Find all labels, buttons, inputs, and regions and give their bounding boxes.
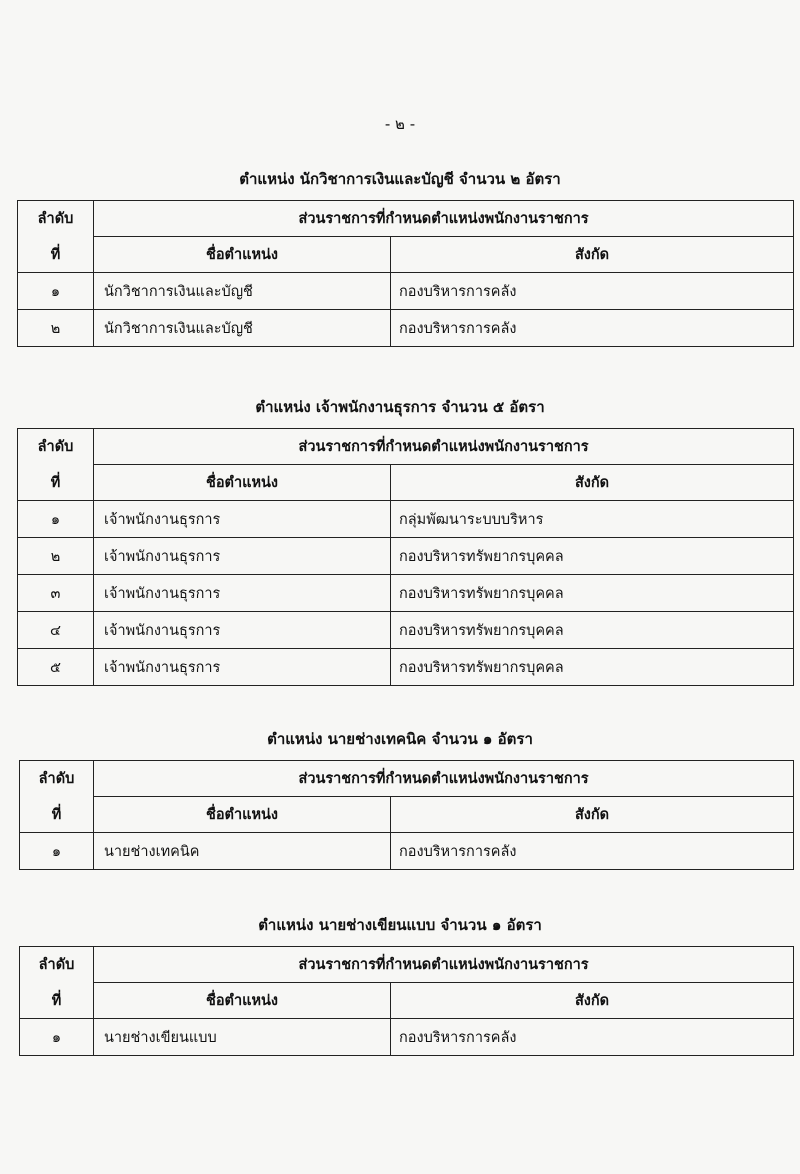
position-table bbox=[19, 946, 794, 1056]
table-row bbox=[18, 538, 794, 575]
row-position: เจ้าพนักงานธุรการ bbox=[94, 538, 391, 575]
position-table bbox=[19, 760, 794, 870]
table-row bbox=[18, 649, 794, 686]
section-title: ตำแหน่ง นายช่างเขียนแบบ จำนวน ๑ อัตรา bbox=[258, 916, 542, 934]
row-number: ๕ bbox=[18, 649, 94, 686]
col-dept-header: สังกัด bbox=[391, 237, 794, 273]
section-financial-analyst bbox=[0, 168, 800, 347]
col-dept-header: สังกัด bbox=[391, 797, 794, 833]
row-number: ๔ bbox=[18, 612, 94, 649]
section-draftsman bbox=[0, 914, 800, 1056]
row-number: ๓ bbox=[18, 575, 94, 612]
row-dept: กองบริหารการคลัง bbox=[391, 310, 794, 347]
row-position: นายช่างเทคนิค bbox=[94, 833, 391, 870]
table-row bbox=[18, 273, 794, 310]
row-dept: กลุ่มพัฒนาระบบบริหาร bbox=[391, 501, 794, 538]
col-position-header: ชื่อตำแหน่ง bbox=[94, 465, 391, 501]
group-header: ส่วนราชการที่กำหนดตำแหน่งพนักงานราชการ bbox=[94, 201, 794, 237]
row-number: ๑ bbox=[18, 273, 94, 310]
section-title: ตำแหน่ง นักวิชาการเงินและบัญชี จำนวน ๒ อัตรา bbox=[239, 170, 561, 188]
row-number: ๒ bbox=[18, 538, 94, 575]
table-row bbox=[20, 1019, 794, 1056]
row-dept: กองบริหารทรัพยากรบุคคล bbox=[391, 649, 794, 686]
col-no-header-bottom: ที่ bbox=[18, 237, 94, 273]
col-position-header: ชื่อตำแหน่ง bbox=[94, 237, 391, 273]
row-dept: กองบริหารการคลัง bbox=[391, 833, 794, 870]
row-position: เจ้าพนักงานธุรการ bbox=[94, 575, 391, 612]
table-row bbox=[18, 501, 794, 538]
row-number: ๑ bbox=[20, 1019, 94, 1056]
row-number: ๑ bbox=[18, 501, 94, 538]
position-table bbox=[17, 200, 794, 347]
group-header: ส่วนราชการที่กำหนดตำแหน่งพนักงานราชการ bbox=[94, 761, 794, 797]
section-title: ตำแหน่ง นายช่างเทคนิค จำนวน ๑ อัตรา bbox=[267, 730, 533, 748]
page-number: - ๒ - bbox=[384, 115, 416, 133]
section-technician bbox=[0, 728, 800, 870]
row-dept: กองบริหารทรัพยากรบุคคล bbox=[391, 612, 794, 649]
table-row bbox=[18, 310, 794, 347]
row-position: เจ้าพนักงานธุรการ bbox=[94, 649, 391, 686]
row-position: เจ้าพนักงานธุรการ bbox=[94, 612, 391, 649]
row-dept: กองบริหารทรัพยากรบุคคล bbox=[391, 538, 794, 575]
row-number: ๒ bbox=[18, 310, 94, 347]
group-header: ส่วนราชการที่กำหนดตำแหน่งพนักงานราชการ bbox=[94, 947, 794, 983]
col-no-header-top: ลำดับ bbox=[18, 429, 94, 465]
row-dept: กองบริหารทรัพยากรบุคคล bbox=[391, 575, 794, 612]
col-position-header: ชื่อตำแหน่ง bbox=[94, 797, 391, 833]
col-no-header-top: ลำดับ bbox=[20, 947, 94, 983]
col-no-header-top: ลำดับ bbox=[20, 761, 94, 797]
col-no-header-bottom: ที่ bbox=[20, 797, 94, 833]
table-row bbox=[18, 575, 794, 612]
row-dept: กองบริหารการคลัง bbox=[391, 273, 794, 310]
table-row bbox=[20, 833, 794, 870]
col-dept-header: สังกัด bbox=[391, 983, 794, 1019]
table-row bbox=[18, 612, 794, 649]
position-table bbox=[17, 428, 794, 686]
row-position: นักวิชาการเงินและบัญชี bbox=[94, 310, 391, 347]
row-dept: กองบริหารการคลัง bbox=[391, 1019, 794, 1056]
row-position: นายช่างเขียนแบบ bbox=[94, 1019, 391, 1056]
section-admin-officer bbox=[0, 396, 800, 686]
col-no-header-bottom: ที่ bbox=[20, 983, 94, 1019]
row-position: นักวิชาการเงินและบัญชี bbox=[94, 273, 391, 310]
group-header: ส่วนราชการที่กำหนดตำแหน่งพนักงานราชการ bbox=[94, 429, 794, 465]
col-no-header-top: ลำดับ bbox=[18, 201, 94, 237]
col-position-header: ชื่อตำแหน่ง bbox=[94, 983, 391, 1019]
row-position: เจ้าพนักงานธุรการ bbox=[94, 501, 391, 538]
row-number: ๑ bbox=[20, 833, 94, 870]
col-no-header-bottom: ที่ bbox=[18, 465, 94, 501]
section-title: ตำแหน่ง เจ้าพนักงานธุรการ จำนวน ๕ อัตรา bbox=[255, 398, 545, 416]
col-dept-header: สังกัด bbox=[391, 465, 794, 501]
